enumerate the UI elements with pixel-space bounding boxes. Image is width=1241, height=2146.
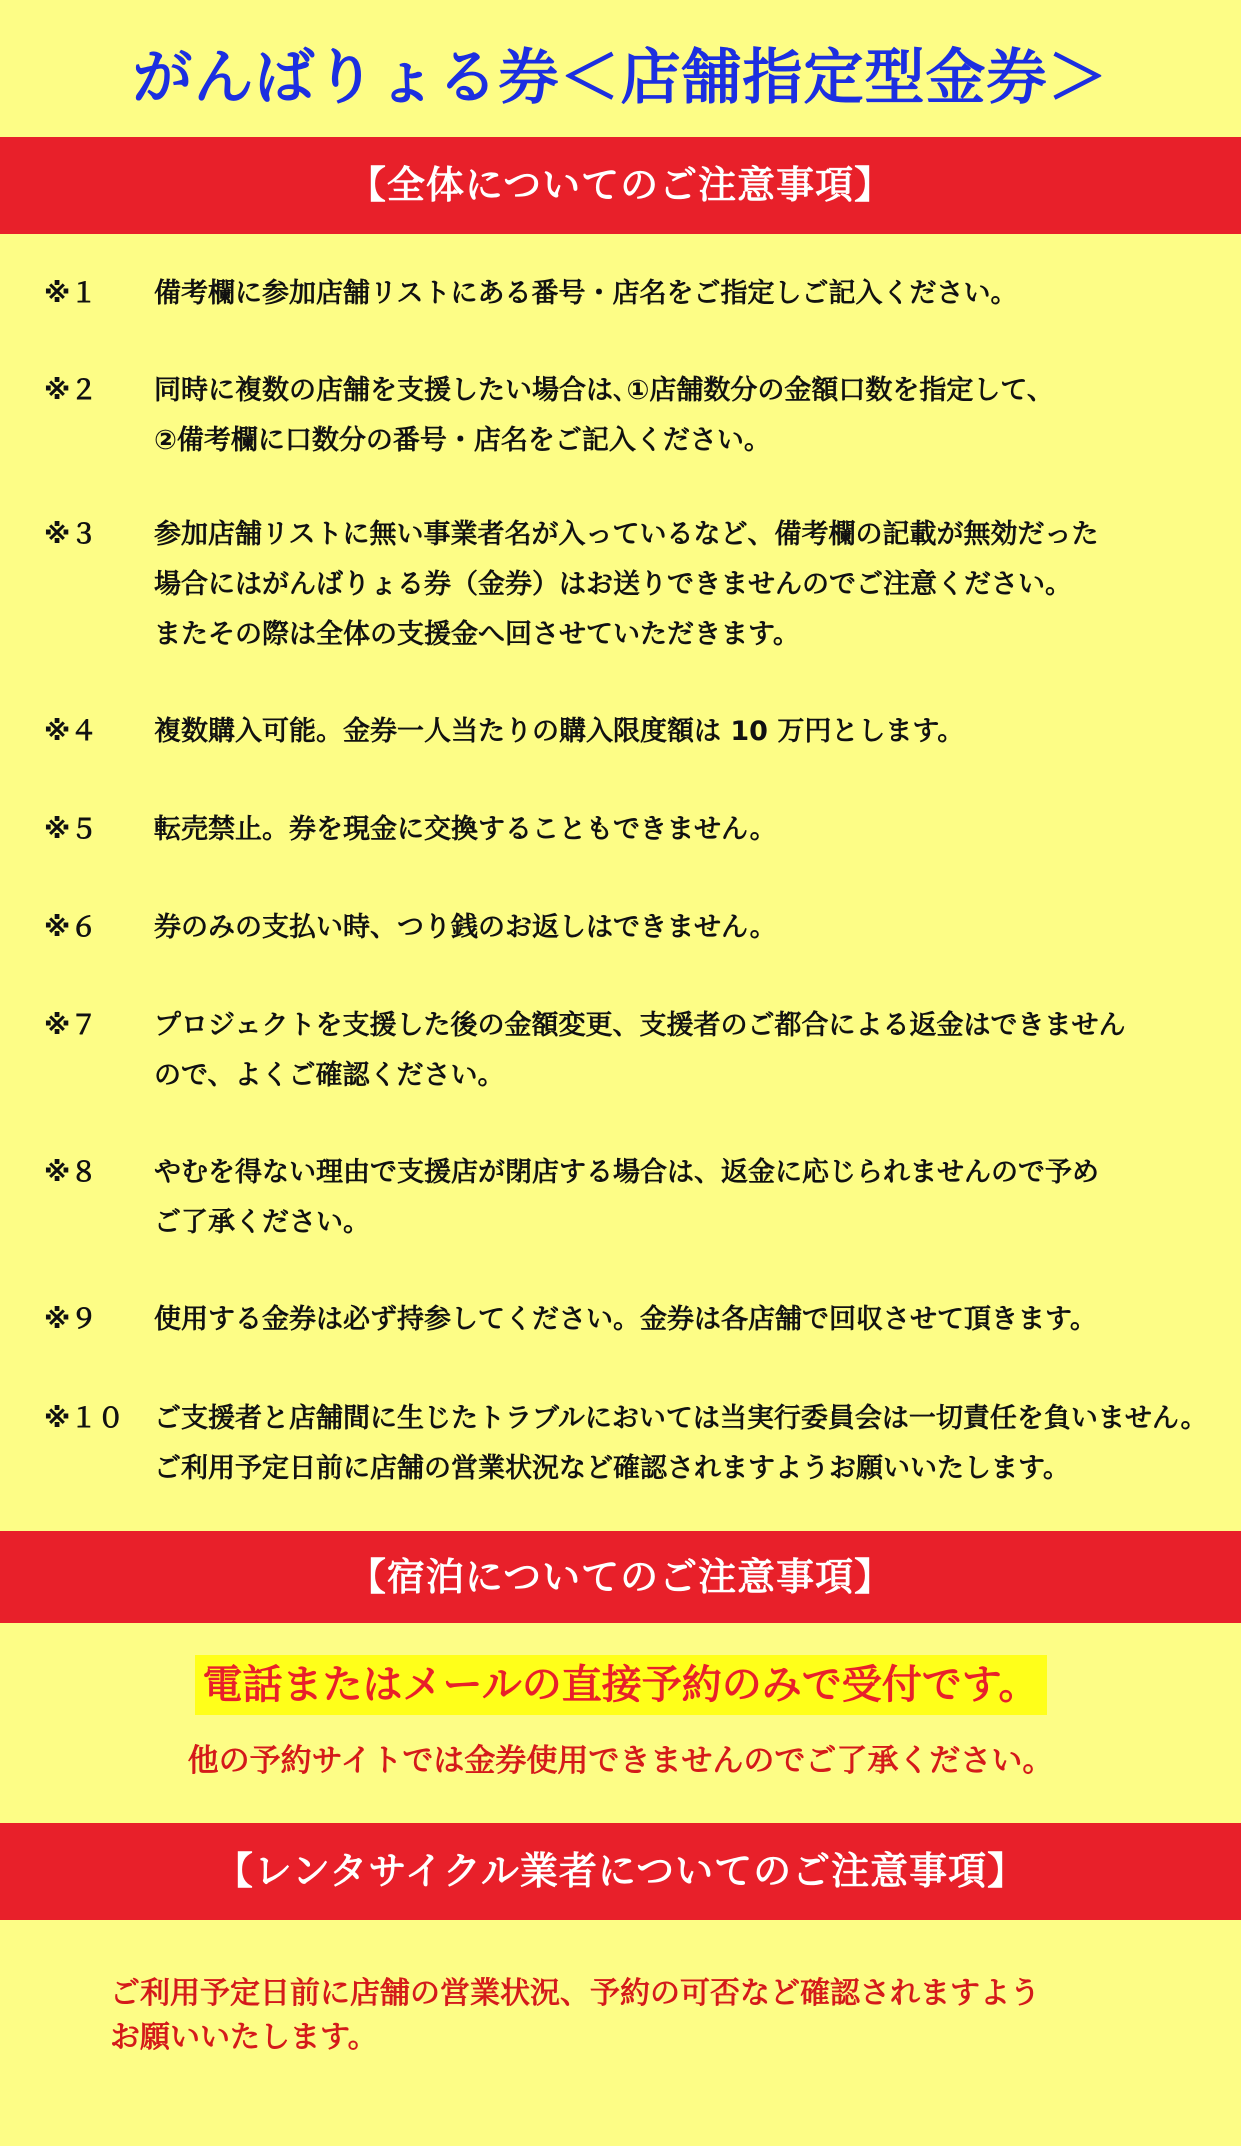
lodging-highlight-row xyxy=(0,1655,1241,1715)
note-number: ※５ xyxy=(44,814,98,845)
note-number: ※９ xyxy=(44,1304,98,1335)
note-text xyxy=(154,903,1204,953)
note-number: ※１ xyxy=(44,278,98,309)
note-line: 備考欄に参加店舗リストにある番号・店名をご指定しご記入ください。 xyxy=(154,278,1018,309)
note-text xyxy=(154,366,1204,466)
note-line: ご了承ください。 xyxy=(154,1207,370,1238)
note-line: 参加店舗リストに無い事業者名が入っているなど、備考欄の記載が無効だった xyxy=(154,519,1099,550)
note-number: ※４ xyxy=(44,716,98,747)
note-text xyxy=(154,805,1204,855)
note-line: ご支援者と店舗間に生じたトラブルにおいては当実行委員会は一切責任を負いません。 xyxy=(154,1403,1208,1434)
rental-note xyxy=(110,1972,1190,2060)
note-number: ※２ xyxy=(44,375,98,406)
note-number: ※８ xyxy=(44,1157,98,1188)
rental-note-line: ご利用予定日前に店舗の営業状況、予約の可否など確認されますよう xyxy=(110,1976,1040,2011)
note-line: 複数購入可能。金券一人当たりの購入限度額は 10 万円とします。 xyxy=(154,716,965,747)
note-text xyxy=(154,707,1204,757)
lodging-note: 他の予約サイトでは金券使用できませんのでご了承ください。 xyxy=(187,1743,1054,1779)
note-text xyxy=(154,510,1204,660)
note-number: ※３ xyxy=(44,519,98,550)
note-text xyxy=(154,1001,1204,1101)
note-line: ②備考欄に口数分の番号・店名をご記入ください。 xyxy=(154,425,771,456)
note-line: 同時に複数の店舗を支援したい場合は､①店舗数分の金額口数を指定して、 xyxy=(154,375,1054,406)
lodging-highlight: 電話またはメールの直接予約のみで受付です。 xyxy=(195,1655,1047,1715)
note-line: 転売禁止。券を現金に交換することもできません。 xyxy=(154,814,777,845)
note-text xyxy=(154,1148,1204,1248)
note-line: 場合にはがんばりょる券（金券）はお送りできませんのでご注意ください。 xyxy=(154,569,1072,600)
note-line: やむを得ない理由で支援店が閉店する場合は、返金に応じられませんので予め xyxy=(154,1157,1099,1188)
rental-note-line: お願いいたします。 xyxy=(110,2020,378,2055)
note-line: ご利用予定日前に店舗の営業状況など確認されますようお願いいたします。 xyxy=(154,1453,1070,1484)
note-number: ※７ xyxy=(44,1010,98,1041)
section-header-lodging: 【宿泊についてのご注意事項】 xyxy=(0,1531,1241,1623)
note-number: ※１０ xyxy=(44,1403,125,1434)
page-title: がんばりょる券＜店舗指定型金券＞ xyxy=(132,43,1109,113)
section-header-rental: 【レンタサイクル業者についてのご注意事項】 xyxy=(0,1823,1241,1920)
note-text xyxy=(154,269,1204,319)
note-number: ※６ xyxy=(44,912,98,943)
note-text xyxy=(154,1295,1204,1345)
section-header-general: 【全体についてのご注意事項】 xyxy=(0,137,1241,234)
note-line: 使用する金券は必ず持参してください。金券は各店舗で回収させて頂きます。 xyxy=(154,1304,1097,1335)
note-line: プロジェクトを支援した後の金額変更、支援者のご都合による返金はできません xyxy=(154,1010,1126,1041)
note-line: またその際は全体の支援金へ回させていただきます。 xyxy=(154,619,800,650)
note-text xyxy=(154,1394,1208,1494)
note-line: 券のみの支払い時、つり銭のお返しはできません。 xyxy=(154,912,777,943)
note-line: ので、よくご確認ください。 xyxy=(154,1060,505,1091)
